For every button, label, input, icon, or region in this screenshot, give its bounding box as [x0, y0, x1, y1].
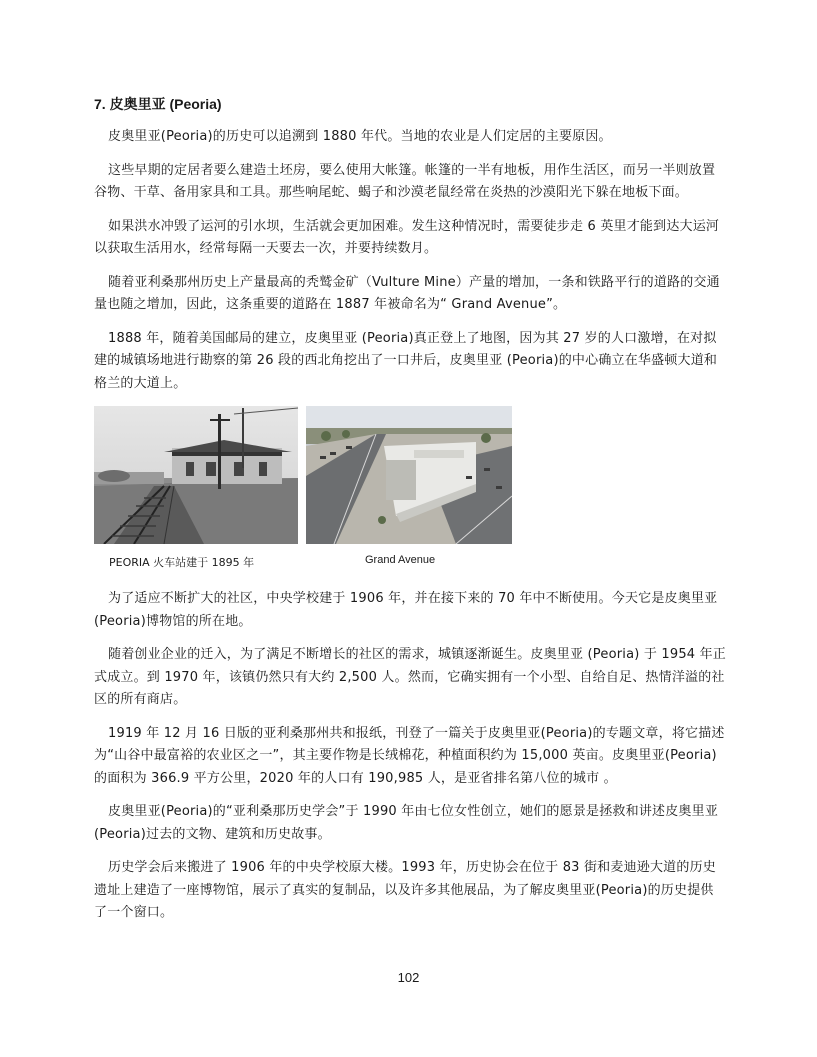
paragraph: 为了适应不断扩大的社区，中央学校建于 1906 年，并在接下来的 70 年中不断使用。今天它是皮奥里亚(Peoria)博物馆的所在地。	[94, 591, 718, 629]
section-heading: 7. 皮奥里亚 (Peoria)	[94, 96, 222, 112]
paragraph: 皮奥里亚(Peoria)的历史可以追溯到 1880 年代。当地的农业是人们定居的主要原因。	[108, 129, 612, 144]
page-number: 102	[397, 970, 420, 985]
grand-avenue-photo	[306, 406, 512, 544]
photo-captions	[94, 554, 726, 576]
paragraph: 这些早期的定居者要么建造土坯房，要么使用大帐篷。帐篷的一半有地板，用作生活区，而另一半则放置谷物、干草、备用家具和工具。那些响尾蛇、蝎子和沙漠老鼠经常在炎热的沙漠阳光下躲在地板下面。	[94, 162, 716, 200]
page-body	[94, 94, 726, 936]
paragraph: 1888 年，随着美国邮局的建立，皮奥里亚 (Peoria)真正登上了地图，因为其 27 岁的人口激增，在对拟建的城镇场地进行勘察的第 26 段的西北角挖出了一口井后，皮奥里亚 (Peoria)的中心确立在华盛顿大道和格兰的大道上。	[94, 330, 718, 391]
paragraph: 皮奥里亚(Peoria)的“亚利桑那历史学会”于 1990 年由七位女性创立，她们的愿景是拯救和讲述皮奥里亚(Peoria)过去的文物、建筑和历史故事。	[94, 804, 719, 842]
paragraph: 随着创业企业的迁入，为了满足不断增长的社区的需求，城镇逐渐诞生。皮奥里亚 (Peoria) 于 1954 年正式成立。到 1970 年，该镇仍然只有大约 2,500 人。然而，它确实拥有一个小型、自给自足、热情洋溢的社区的所有商店。	[94, 647, 727, 707]
paragraph: 历史学会后来搬进了 1906 年的中央学校原大楼。1993 年，历史协会在位于 83 街和麦迪逊大道的历史遗址上建造了一座博物馆，展示了真实的复制品，以及许多其他展品，为了解皮奥里亚(Peoria)的历史提供了一个窗口。	[94, 860, 716, 920]
photo-row	[94, 406, 726, 544]
caption-grand-avenue: Grand Avenue	[365, 554, 436, 566]
paragraph: 1919 年 12 月 16 日版的亚利桑那州共和报纸，刊登了一篇关于皮奥里亚(Peoria)的专题文章，将它描述为“山谷中最富裕的农业区之一”，其主要作物是长绒棉花，种植面积约为 15,000 英亩。皮奥里亚(Peoria)的面积为 366.9 平方公里，2020 年的人口有 190,985 人，是亚省排名第八位的城市 。	[94, 725, 725, 786]
train-station-photo	[94, 406, 298, 544]
caption-train-station: PEORIA 火车站建于 1895 年	[109, 556, 255, 569]
paragraph: 随着亚利桑那州历史上产量最高的秃鹫金矿（Vulture Mine）产量的增加，一条和铁路平行的道路的交通量也随之增加，因此，这条重要的道路在 1887 年被命名为“ Grand Avenue”。	[94, 274, 720, 312]
paragraph: 如果洪水冲毁了运河的引水坝，生活就会更加困难。发生这种情况时，需要徒步走 6 英里才能到达大运河以获取生活用水，经常每隔一天要去一次，并要持续数月。	[94, 218, 720, 256]
